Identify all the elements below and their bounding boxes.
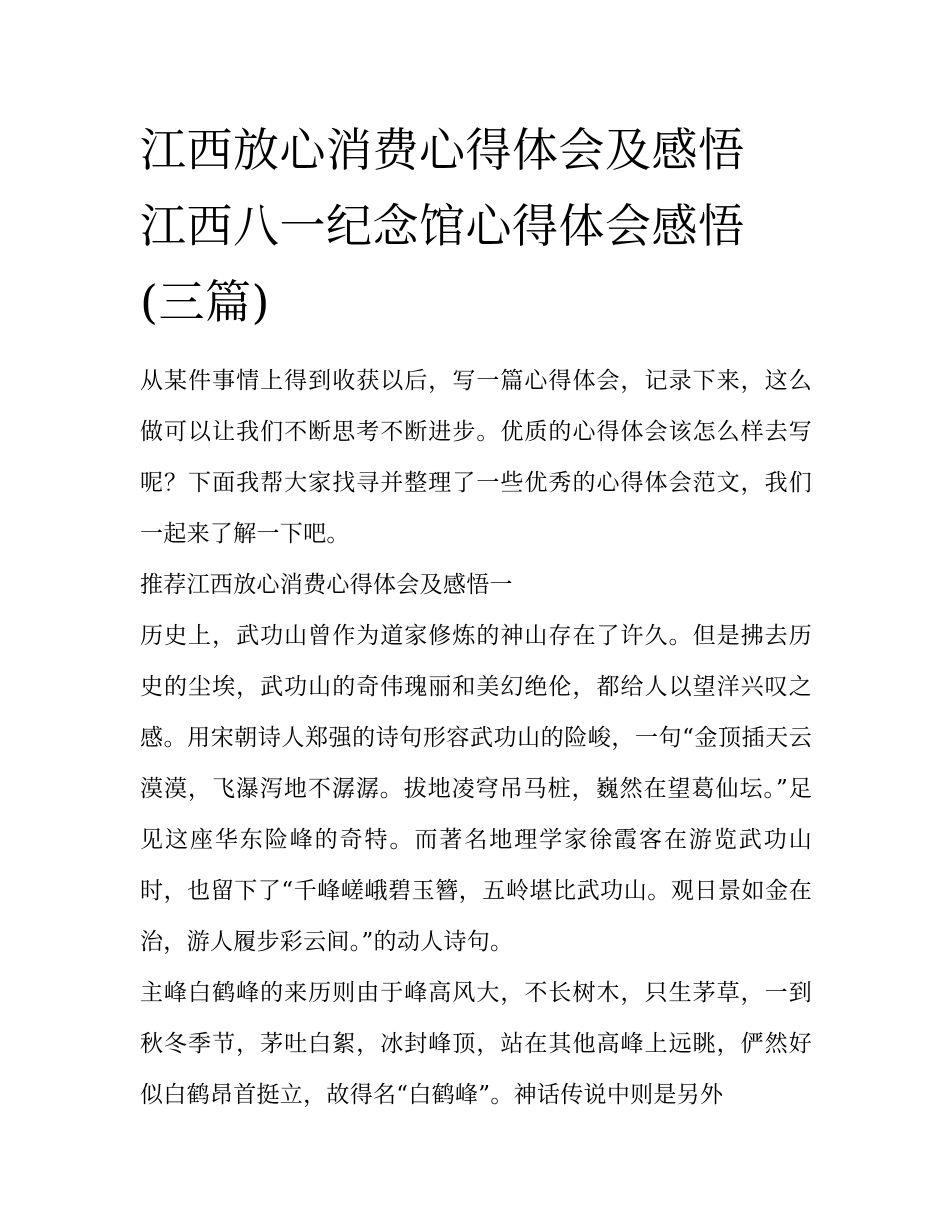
section-heading: 推荐江西放心消费心得体会及感悟一 — [140, 572, 513, 598]
body-paragraph-1: 历史上，武功山曾作为道家修炼的神山存在了许久。但是拂去历史的尘埃，武功山的奇伟瑰丽和美幻绝伦，都给人以望洋兴叹之感。用宋朝诗人郑强的诗句形容武功山的险峻，一句“金顶插天云漠漠，飞瀑泻地不潺潺。拔地凌穹吊马桩，巍然在望葛仙坛。”足见这座华东险峰的奇特。而著名地理学家徐霞客在游览武功山时，也留下了“千峰嵯峨碧玉簪，五岭堪比武功山。观日景如金在治，游人履步彩云间。”的动人诗句。 — [140, 623, 812, 955]
document-title — [140, 112, 812, 340]
title-line-2: 江西八一纪念馆心得体会感悟 — [140, 199, 745, 253]
document-page — [140, 112, 812, 1121]
body-paragraph-2: 主峰白鹤峰的来历则由于峰高风大，不长树木，只生茅草，一到秋冬季节，茅吐白絮，冰封峰顶，站在其他高峰上远眺，俨然好似白鹤昂首挺立，故得名“白鹤峰”。神话传说中则是另外 — [140, 980, 812, 1108]
title-line-1: 江西放心消费心得体会及感悟 — [140, 123, 745, 177]
title-line-3: (三篇) — [140, 275, 270, 329]
intro-paragraph: 从某件事情上得到收获以后，写一篇心得体会，记录下来，这么做可以让我们不断思考不断进步。优质的心得体会该怎么样去写呢？下面我帮大家找寻并整理了一些优秀的心得体会范文，我们一起来了解一下吧。 — [140, 368, 812, 547]
